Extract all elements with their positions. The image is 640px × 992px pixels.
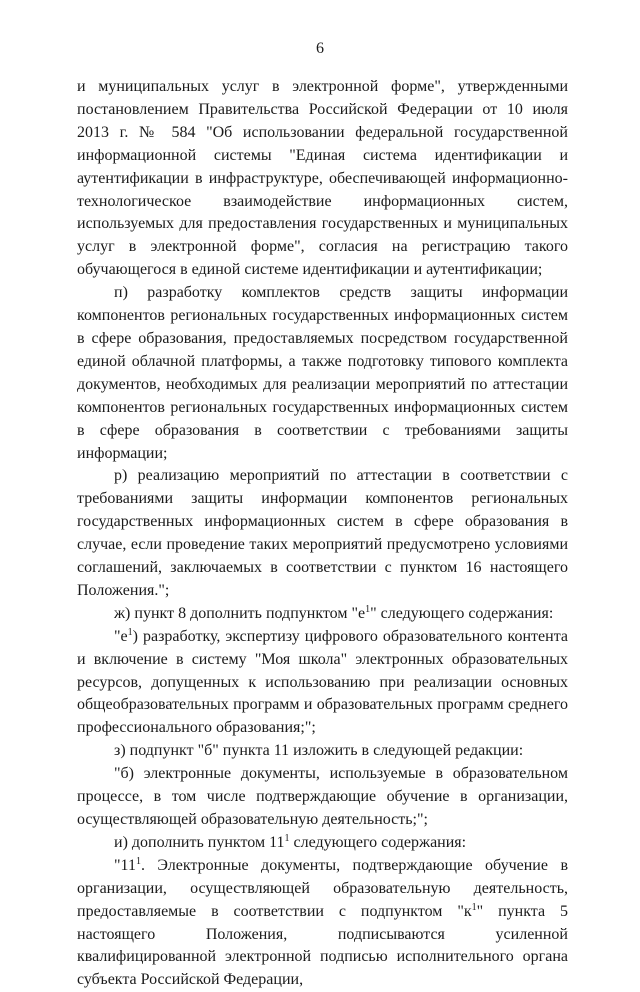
text-segment: . Электронные документы, подтверждающие обучение в организации, осуществляющей образовательную деятельность, предоставляемые в соответствии с подпунктом "к <box>77 856 568 920</box>
paragraph <box>77 855 568 992</box>
text-segment: и муниципальных услуг в электронной форме", утвержденными постановлением Правительства Российской Федерации от 10 июля 2013 г. № 584 "Об использовании федеральной государственной информационной системы "Единая система идентификации и аутентификации в инфраструктуре, обеспечивающей информационно-технологическое взаимодействие информационных систем, используемых для предоставления государственных и муниципальных услуг в электронной форме", согласия на регистрацию такого обучающегося в единой системе идентификации и аутентификации; <box>77 78 568 279</box>
text-segment: и) дополнить пунктом 11 <box>114 833 285 851</box>
paragraph <box>77 465 568 602</box>
text-segment: р) реализацию мероприятий по аттестации в соответствии с требованиями защиты информации компонентов региональных государственных информационных систем в сфере образования в случае, если проведение таких мероприятий предусмотрено условиями соглашений, заключаемых в соответствии с пунктом 16 настоящего Положения."; <box>77 467 568 599</box>
superscript: 1 <box>365 603 371 615</box>
superscript: 1 <box>135 855 141 867</box>
paragraph <box>77 282 568 465</box>
body-text <box>77 76 568 992</box>
paragraph <box>77 626 568 741</box>
superscript: 1 <box>284 832 290 844</box>
page-number: 6 <box>316 40 324 57</box>
text-segment: п) разработку комплектов средств защиты информации компонентов региональных государственных информационных систем в сфере образования, предоставляемых посредством государственной единой облачной платформы, а также подготовку типового комплекта документов, необходимых для реализации мероприятий по аттестации компонентов региональных государственных информационных систем в сфере образования в соответствии с требованиями защиты информации; <box>77 284 568 462</box>
text-segment: ж) пункт 8 дополнить подпунктом "е <box>114 604 366 622</box>
superscript: 1 <box>127 626 133 638</box>
paragraph <box>77 76 568 282</box>
text-segment: " следующего содержания: <box>370 604 554 622</box>
text-segment: "11 <box>114 856 136 874</box>
text-segment: следующего содержания: <box>289 833 467 851</box>
paragraph <box>77 740 568 763</box>
text-segment: "е <box>114 627 128 645</box>
paragraph <box>77 832 568 855</box>
text-segment: ) разработку, экспертизу цифрового образовательного контента и включение в систему "Моя школа" электронных образовательных ресурсов, допущенных к использованию при реализации основных общеобразовательных программ и образовательных программ среднего профессионального образования;"; <box>77 627 568 737</box>
text-segment: з) подпункт "б" пункта 11 изложить в следующей редакции: <box>114 742 524 760</box>
paragraph <box>77 603 568 626</box>
superscript: 1 <box>471 901 477 913</box>
text-segment: " пункта 5 настоящего Положения, подписываются усиленной квалифицированной электронной подписью исполнительного органа субъекта Российской Федерации, <box>77 902 569 989</box>
paragraph <box>77 763 568 832</box>
text-segment: "б) электронные документы, используемые в образовательном процессе, в том числе подтверждающие обучение в организации, осуществляющей образовательную деятельность;"; <box>77 765 568 828</box>
